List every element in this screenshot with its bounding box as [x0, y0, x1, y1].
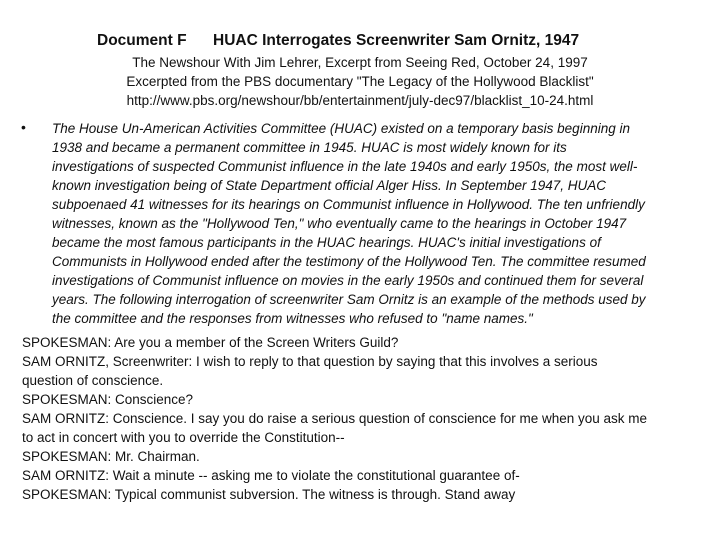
document-label: Document F [97, 32, 187, 49]
intro-line: witnesses, known as the "Hollywood Ten," who eventually came to the hearings in October 1947 [52, 216, 627, 231]
subtitle-url: http://www.pbs.org/newshour/bb/entertainment/july-dec97/blacklist_10-24.html [126, 93, 594, 108]
dialogue-line: SAM ORNITZ: Wait a minute -- asking me to violate the constitutional guarantee of- [22, 468, 520, 483]
intro-line: The House Un-American Activities Committee (HUAC) existed on a temporary basis beginning in [52, 121, 630, 136]
dialogue-transcript [22, 333, 702, 504]
subtitle-source: The Newshour With Jim Lehrer, Excerpt from Seeing Red, October 24, 1997 [132, 55, 588, 70]
intro-line: years. The following interrogation of screenwriter Sam Ornitz is an example of the methods used by [52, 292, 646, 307]
dialogue-line: SPOKESMAN: Typical communist subversion. The witness is through. Stand away [22, 487, 516, 502]
intro-line: subpoenaed 41 witnesses for its hearings on Communist influence in Hollywood. The ten unfriendly [52, 197, 645, 212]
intro-line: became the most famous participants in the HUAC hearings. HUAC's initial investigations of [52, 235, 601, 250]
intro-line: Communists in Hollywood ended after the testimony of the Hollywood Ten. The committee resumed [52, 254, 646, 269]
bullet-icon: • [21, 119, 26, 135]
title-row [0, 32, 720, 52]
dialogue-line: to act in concert with you to override the Constitution-- [22, 430, 345, 445]
intro-line: investigations of Communist influence on movies in the early 1950s and continued them for several [52, 273, 644, 288]
intro-line: known investigation being of State Department official Alger Hiss. In September 1947, HUAC [52, 178, 607, 193]
subtitle-excerpt: Excerpted from the PBS documentary "The Legacy of the Hollywood Blacklist" [126, 74, 594, 89]
intro-line: 1938 and became a permanent committee in 1945. HUAC is most widely known for its [52, 140, 567, 155]
dialogue-line: question of conscience. [22, 373, 164, 388]
dialogue-line: SAM ORNITZ, Screenwriter: I wish to reply to that question by saying that this involves a serious [22, 354, 598, 369]
dialogue-line: SPOKESMAN: Mr. Chairman. [22, 449, 200, 464]
intro-line: the committee and the responses from witnesses who refused to "name names." [52, 311, 533, 326]
dialogue-line: SPOKESMAN: Conscience? [22, 392, 194, 407]
intro-paragraph [52, 119, 704, 328]
intro-line: investigations of suspected Communist influence in the late 1940s and early 1950s, the most well- [52, 159, 638, 174]
dialogue-line: SAM ORNITZ: Conscience. I say you do raise a serious question of conscience for me when you ask me [22, 411, 648, 426]
document-title: HUAC Interrogates Screenwriter Sam Ornitz, 1947 [213, 32, 580, 49]
dialogue-line: SPOKESMAN: Are you a member of the Screen Writers Guild? [22, 335, 399, 350]
